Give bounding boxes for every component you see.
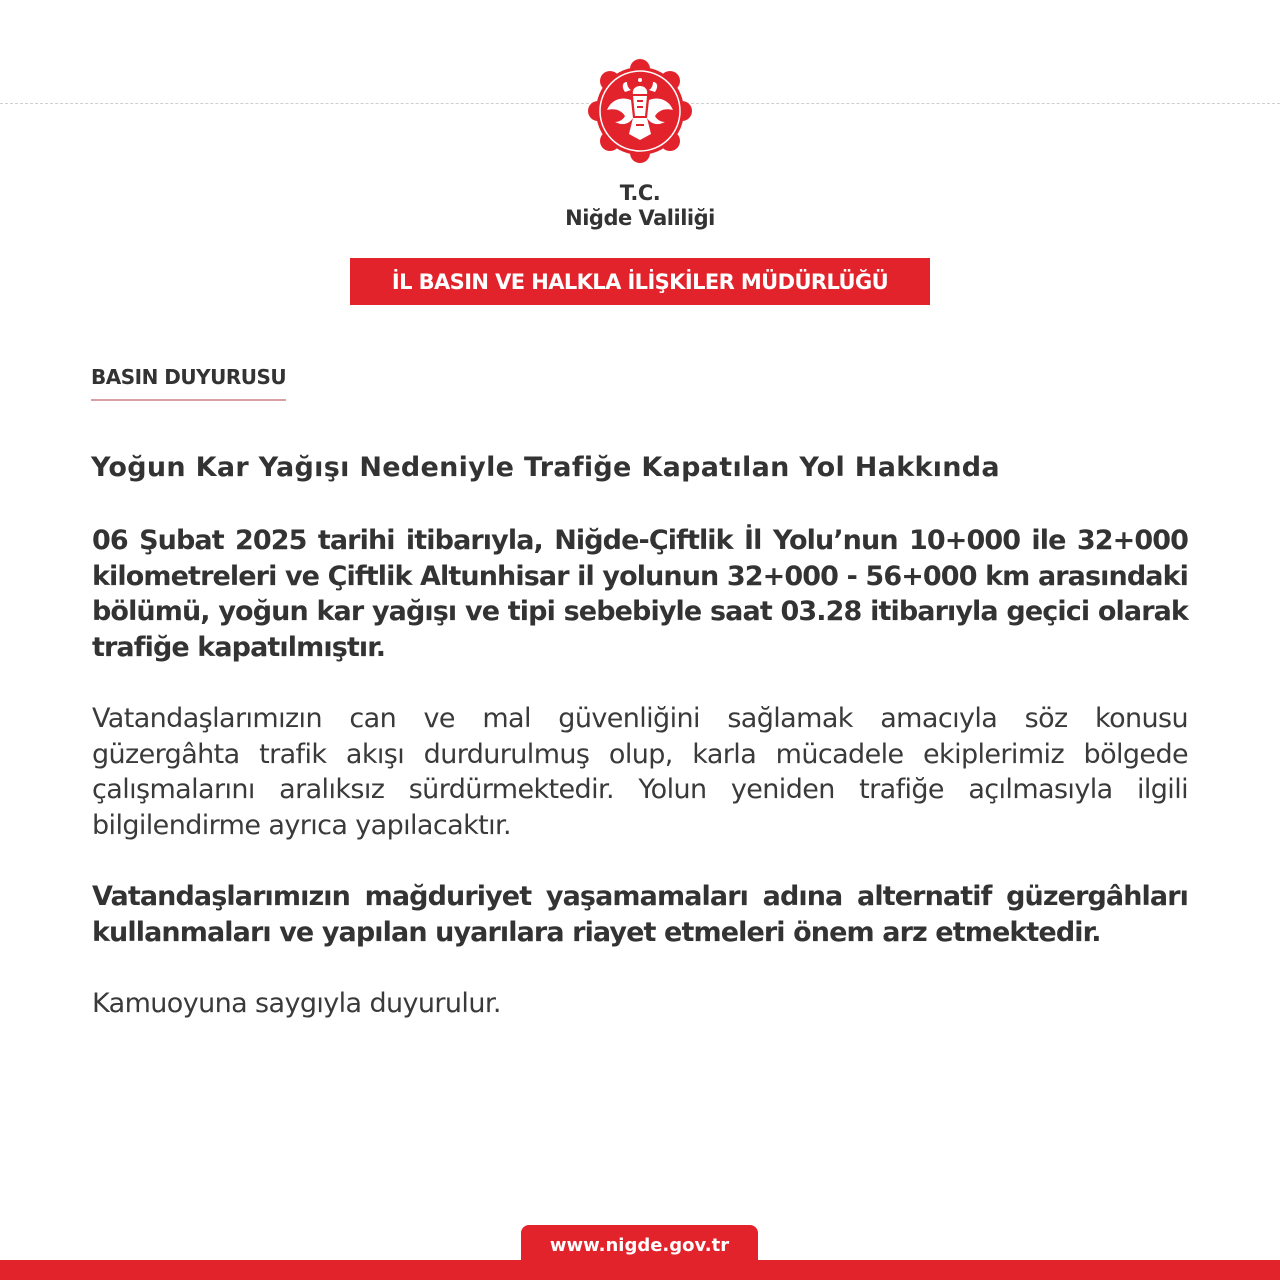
website-label: www.nigde.gov.tr [549, 1235, 730, 1256]
paragraph-road-closure: 06 Şubat 2025 tarihi itibarıyla, Niğde-Çiftlik İl Yolu’nun 10+000 ile 32+000 kilometreleri ve Çiftlik Altunhisar il yolunun 32+000 - 56+000 km arasındaki bölümü, yoğun kar yağışı ve tipi sebebiyle saat 03.28 itibarıyla geçici olarak trafiğe kapatılmıştır. [92, 525, 1188, 663]
org-country: T.C. [619, 181, 661, 205]
paragraph-safety-measures: Vatandaşlarımızın can ve mal güvenliğini sağlamak amacıyla söz konusu güzergâhta trafik akışı durdurulmuş olup, karla mücadele ekiplerimiz bölgede çalışmalarını aralıksız sürdürmektedir. Yolun yeniden trafiğe açılmasıyla ilgili bilgilendirme ayrıca yapılacaktır. [92, 703, 1188, 841]
department-label: İL BASIN VE HALKLA İLİŞKİLER MÜDÜRLÜĞÜ [391, 269, 889, 294]
document-type-label: BASIN DUYURUSU [91, 365, 286, 401]
website-link[interactable] [521, 1225, 758, 1280]
org-name: Niğde Valiliği [565, 206, 715, 230]
paragraph-alternative-routes: Vatandaşlarımızın mağduriyet yaşamamaları adına alternatif güzergâhları kullanmaları ve yapılan uyarılara riayet etmeleri önem arz etmektedir. [92, 881, 1188, 948]
department-banner [350, 258, 930, 305]
nigde-governorship-emblem-icon [585, 56, 695, 166]
announcement-headline: Yoğun Kar Yağışı Nedeniyle Trafiğe Kapatılan Yol Hakkında [91, 452, 1000, 483]
paragraph-closing: Kamuoyuna saygıyla duyurulur. [92, 988, 501, 1019]
